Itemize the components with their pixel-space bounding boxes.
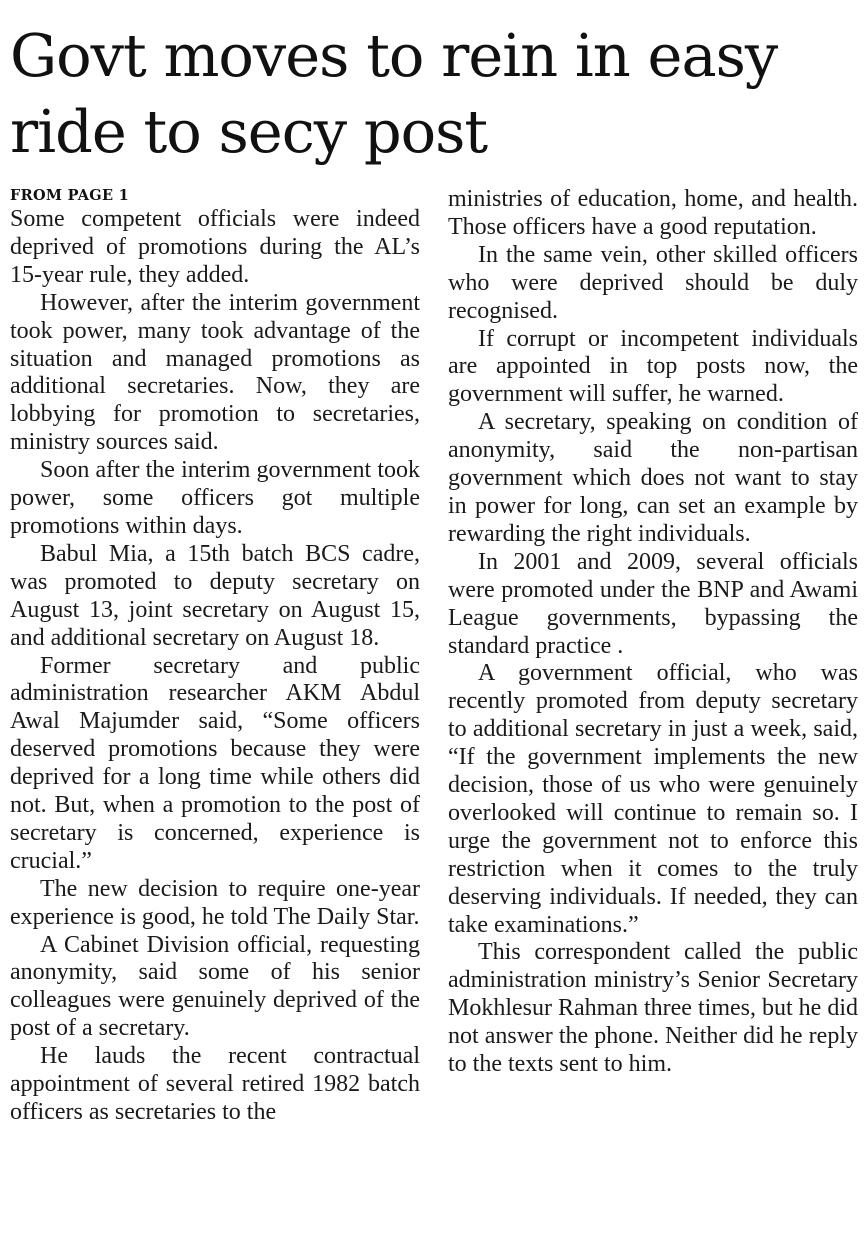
- body-paragraph: This correspondent called the public administration ministry’s Senior Secretary Mokhlesur Rahman three times, but he did not answer the phone. Neither did he reply to the texts sent to him.: [448, 939, 858, 1078]
- body-paragraph: Former secretary and public administration researcher AKM Abdul Awal Majumder said, “Some officers deserved promotions because they were deprived for a long time while others did not. But, when a promotion to the post of secretary is concerned, experience is crucial.”: [10, 652, 420, 874]
- body-paragraph: If corrupt or incompetent individuals are appointed in top posts now, the government will suffer, he warned.: [448, 325, 858, 408]
- headline: Govt moves to rein in easy ride to secy post: [10, 21, 778, 166]
- body-paragraph: Some competent officials were indeed deprived of promotions during the AL’s 15-year rule, they added.: [10, 206, 420, 288]
- body-paragraph: He lauds the recent contractual appointment of several retired 1982 batch officers as secretaries to the: [10, 1043, 420, 1125]
- body-paragraph: In the same vein, other skilled officers who were deprived should be duly recognised.: [448, 241, 858, 324]
- body-paragraph: Babul Mia, a 15th batch BCS cadre, was promoted to deputy secretary on August 13, joint secretary on August 15, and additional secretary on August 18.: [10, 540, 420, 651]
- body-paragraph-continued: ministries of education, home, and health. Those officers have a good reputation.: [448, 186, 858, 240]
- body-paragraph: In 2001 and 2009, several officials were promoted under the BNP and Awami League governments, bypassing the standard practice .: [448, 548, 858, 659]
- kicker-from-page: FROM PAGE 1: [10, 187, 130, 204]
- body-paragraph: However, after the interim government took power, many took advantage of the situation and managed promotions as additional secretaries. Now, they are lobbying for promotion to secretaries, ministry sources said.: [10, 289, 420, 456]
- body-paragraph: A government official, who was recently promoted from deputy secretary to additional secretary in just a week, said, “If the government implements the new decision, those of us who were genuinely overlooked will continue to remain so. I urge the government not to enforce this restriction when it comes to the truly deserving individuals. If needed, they can take examinations.”: [448, 660, 858, 938]
- body-paragraph: A Cabinet Division official, requesting anonymity, said some of his senior colleagues were genuinely deprived of the post of a secretary.: [10, 931, 420, 1042]
- body-paragraph: Soon after the interim government took power, some officers got multiple promotions within days.: [10, 457, 420, 539]
- article-column-right: [448, 186, 858, 1079]
- article-column-left: [10, 186, 420, 1127]
- body-paragraph: A secretary, speaking on condition of anonymity, said the non-partisan government which does not want to stay in power for long, can set an example by rewarding the right individuals.: [448, 409, 858, 547]
- body-paragraph: The new decision to require one-year experience is good, he told The Daily Star.: [10, 875, 420, 930]
